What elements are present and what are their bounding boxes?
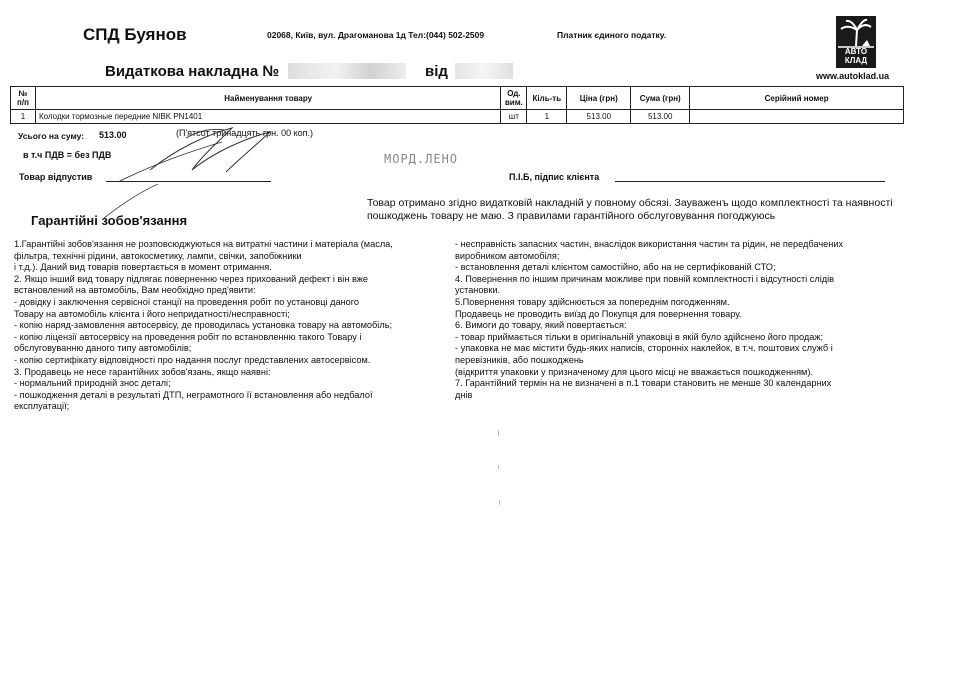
total-value: 513.00: [99, 130, 127, 140]
warranty-line: - копію сертифікату відповідності про надання послуг представлених автосервісом.: [14, 354, 371, 365]
row-number: 1: [11, 110, 36, 124]
vat-note: в т.ч ПДВ = без ПДВ: [23, 150, 112, 160]
warranty-line: установки.: [455, 285, 501, 296]
logo-text: АВТО КЛАД: [844, 47, 868, 65]
warranty-line: 1.Гарантійні зобов'язання не розповсюджуються на витратні частини і матеріала (масла,: [14, 239, 393, 249]
row-quantity: 1: [527, 110, 567, 124]
document-title: Видаткова накладна №: [105, 63, 280, 80]
warranty-line: фільтра, технічні рідини, автокосметику, лампи, свічки, запобіжники: [14, 250, 302, 261]
released-by-label: Товар відпустив: [19, 172, 93, 182]
header-price: Ціна (грн): [567, 87, 631, 110]
total-in-words: (П'ятсот тринадцять грн. 00 коп.): [176, 128, 314, 138]
warranty-line: виробником автомобіля;: [455, 250, 560, 261]
header-quantity: Кіль-ть: [527, 87, 567, 110]
company-address: 02068, Київ, вул. Драгоманова 1д Тел:(044) 502-2509: [267, 30, 485, 40]
warranty-line: - копію наряд-замовлення автосервісу, де проводилась установка товару на автомобіль;: [14, 320, 393, 331]
row-unit: шт: [501, 110, 527, 124]
warranty-line: - встановлення деталі клієнтом самостійно, або на не сертифікованій СТО;: [455, 262, 776, 273]
row-price: 513.00: [567, 110, 631, 124]
header-unit: Од. вим.: [501, 87, 527, 110]
warranty-line: 7. Гарантійний термін на не визначені в п.1 товари становить не менше 30 календарних: [455, 378, 832, 389]
warranty-line: - нормальний природній знос деталі;: [14, 378, 171, 389]
warranty-line: 5.Повернення товару здійснюється за попереднім погодженням.: [455, 296, 730, 307]
header-sum: Сума (грн): [631, 87, 690, 110]
client-signature-label: П.І.Б, підпис клієнта: [509, 172, 600, 182]
warranty-line: днів: [455, 389, 473, 400]
warranty-line: Продавець не проводить виїзд до Покупця для повернення товару.: [455, 308, 742, 319]
scan-speck: [499, 500, 500, 505]
warranty-line: - пошкодження деталі в результаті ДТП, неграмотного її встановлення або недбалої: [14, 389, 373, 400]
warranty-right-column: [455, 239, 895, 401]
warranty-line: - упаковка не має містити будь-яких написів, сторонніх наклейок, в т.ч. поштових служб і: [455, 343, 833, 354]
warranty-line: 6. Вимоги до товару, який повертається:: [455, 320, 627, 331]
row-sum: 513.00: [631, 110, 690, 124]
document-date-label: від: [425, 63, 448, 80]
total-label: Усього на суму:: [18, 131, 85, 141]
warranty-line: - несправність запасних частин, внаслідок використання частин та рідин, не передбачених: [455, 239, 844, 249]
warranty-line: встановлений на автомобіль, Вам необхідно пред'явити:: [14, 285, 256, 296]
warranty-line: і т.д.). Даний вид товарів повертається в момент отримання.: [14, 262, 272, 273]
warranty-line: експлуатації;: [14, 401, 70, 412]
header-number: № п/п: [11, 87, 36, 110]
warranty-line: обслуговуванню даного типу автомобілів;: [14, 343, 192, 354]
warranty-line: 2. Якщо інший вид товару підлягає поверненню через прихований дефект і він вже: [14, 273, 369, 284]
warranty-line: перевізників, або пошкоджень: [455, 354, 584, 365]
warranty-left-column: [14, 239, 449, 413]
warranty-line: 4. Повернення по іншим причинам можливе при повній комплектності і відсутності слідів: [455, 273, 835, 284]
received-statement: Товар отримано згідно видатковій накладній у повному обсязі. Зауваженъ щодо комплектності та наявності пошкоджень товару не маю. З правилами гарантійного обслуговування погоджуюсь: [367, 197, 893, 222]
warranty-line: 3. Продавець не несе гарантійних зобов'язань, якщо наявні:: [14, 366, 271, 377]
header-product-name: Найменування товару: [35, 87, 500, 110]
warranty-line: Товару на автомобіль клієнта і його непридатності/несправності;: [14, 308, 290, 319]
scan-speck: [498, 465, 499, 469]
handwritten-stamp: МОРД.ЛЕНО: [384, 152, 459, 166]
warranty-line: - довідку і заключення сервісної станції на проведення робіт по установці даного: [14, 296, 360, 307]
warranty-line: - копію ліцензії автосервісу на проведення робіт по встановленню такого Товару і: [14, 331, 362, 342]
warranty-title: Гарантійні зобов'язання: [31, 213, 188, 228]
taxpayer-status: Платник єдиного податку.: [557, 30, 667, 40]
warranty-line: - товар приймається тільки в оригінальній упаковці в якій було здійснено його продаж;: [455, 331, 824, 342]
scan-speck: [498, 430, 499, 436]
website-link[interactable]: www.autoklad.ua: [816, 71, 890, 81]
company-name: СПД Буянов: [83, 25, 187, 44]
header-serial: Серійний номер: [690, 87, 904, 110]
row-product-name: Колодки тормозные передние NIBK PN1401: [35, 110, 500, 124]
warranty-line: (відкриття упаковки у призначеному для цього місці не вважається пошкодженням).: [455, 366, 813, 377]
